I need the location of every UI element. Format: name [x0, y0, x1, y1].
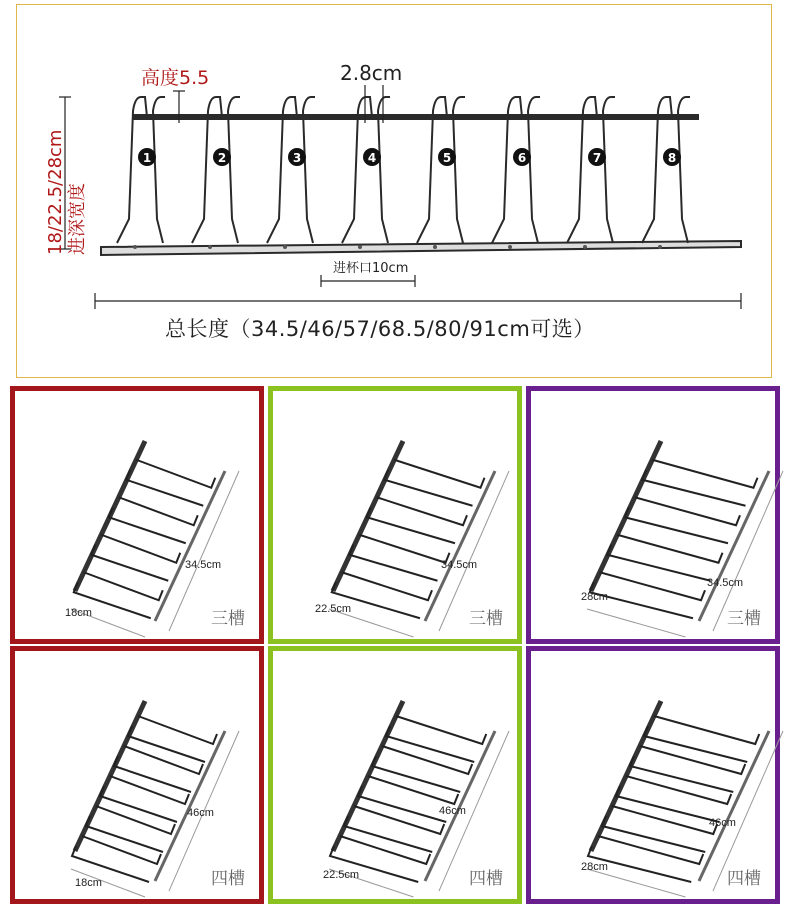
dimension-diagram-panel [16, 4, 772, 378]
slot-number-label: 1 [142, 151, 152, 165]
rack-slot-arm [616, 776, 731, 822]
rail-hole [133, 245, 137, 249]
depth-dimension: 28cm [581, 861, 608, 873]
slot-number-label: 3 [292, 151, 302, 165]
slot-count-badge: 三槽 [727, 609, 761, 629]
depth-dimension-line [587, 869, 686, 897]
slot-count-badge: 三槽 [469, 609, 503, 629]
rail-hole [283, 245, 287, 249]
cup-opening-marker [321, 275, 415, 287]
rack-front-rail [155, 731, 225, 881]
length-dimension: 46cm [709, 817, 736, 829]
slot-number-label: 2 [217, 151, 227, 165]
slot-number-label: 8 [667, 151, 677, 165]
rail-hole [358, 245, 362, 249]
length-dimension: 34.5cm [441, 559, 478, 571]
rack-slot-arm [86, 806, 175, 852]
depth-dimension: 18cm [75, 877, 102, 889]
rack-front-rail [425, 471, 495, 621]
slot-number-label: 6 [517, 151, 527, 165]
depth-label-line1: 18/22.5/28cm [45, 129, 66, 255]
total-length-label: 总长度（34.5/46/57/68.5/80/91cm可选） [165, 317, 595, 341]
rail-hole [508, 245, 512, 249]
slot-count-badge: 四槽 [211, 869, 245, 889]
variant-card [10, 386, 264, 644]
rack-slot-arm [114, 746, 203, 792]
variant-card [526, 386, 780, 644]
rail-hole [658, 245, 662, 249]
depth-label-line2: 进深宽度 [67, 183, 88, 255]
rack-slot-arm [630, 746, 745, 792]
rack-slot-arm [128, 716, 217, 762]
depth-dimension: 18cm [65, 607, 92, 619]
length-dimension: 34.5cm [707, 577, 744, 589]
slot-number-label: 7 [592, 151, 602, 165]
variant-card [268, 386, 522, 644]
slot-count-badge: 四槽 [469, 869, 503, 889]
bottom-rail [101, 241, 741, 255]
rack-slot-arm [126, 460, 215, 506]
rack-slot-arm [625, 497, 740, 543]
rail-hole [208, 245, 212, 249]
rack-slot-arm [602, 806, 717, 852]
rack-slot-arm [588, 836, 703, 882]
rack-slot-arm [644, 716, 759, 762]
slot-count-badge: 四槽 [727, 869, 761, 889]
depth-dimension: 22.5cm [323, 869, 360, 881]
variant-grid [10, 386, 780, 900]
rack-slot-arm [100, 776, 189, 822]
rack-front-rail [699, 471, 769, 621]
depth-dimension: 22.5cm [315, 603, 352, 615]
cup-opening-label: 进杯口10cm [333, 261, 409, 276]
slot-count-badge: 三槽 [211, 609, 245, 629]
slot-number-label: 4 [367, 151, 377, 165]
length-dimension: 46cm [187, 807, 214, 819]
variant-card [10, 646, 264, 904]
length-dimension: 34.5cm [185, 559, 222, 571]
length-dimension: 46cm [439, 805, 466, 817]
rack-slot-arm [91, 535, 180, 581]
rack-front-view [101, 97, 741, 255]
depth-label [45, 130, 89, 255]
height-label: 高度5.5 [141, 67, 210, 89]
rack-slot-arm [367, 497, 467, 543]
spacing-label: 2.8cm [340, 61, 403, 85]
rack-slot-arm [642, 460, 757, 506]
rail-hole [583, 245, 587, 249]
variant-card [268, 646, 522, 904]
rack-slot-arm [372, 746, 472, 792]
depth-dimension: 28cm [581, 591, 608, 603]
rack-slot-arm [109, 497, 198, 543]
rack-slot-arm [384, 460, 484, 506]
slot-number-label: 5 [442, 151, 452, 165]
total-length-marker [95, 293, 741, 309]
rack-slot-arm [344, 806, 444, 852]
rail-hole [433, 245, 437, 249]
rack-slot-arm [607, 535, 722, 581]
rack-slot-arm [349, 535, 449, 581]
rack-slot-arm [72, 836, 161, 882]
rack-slot-arm [386, 716, 486, 762]
variant-card [526, 646, 780, 904]
